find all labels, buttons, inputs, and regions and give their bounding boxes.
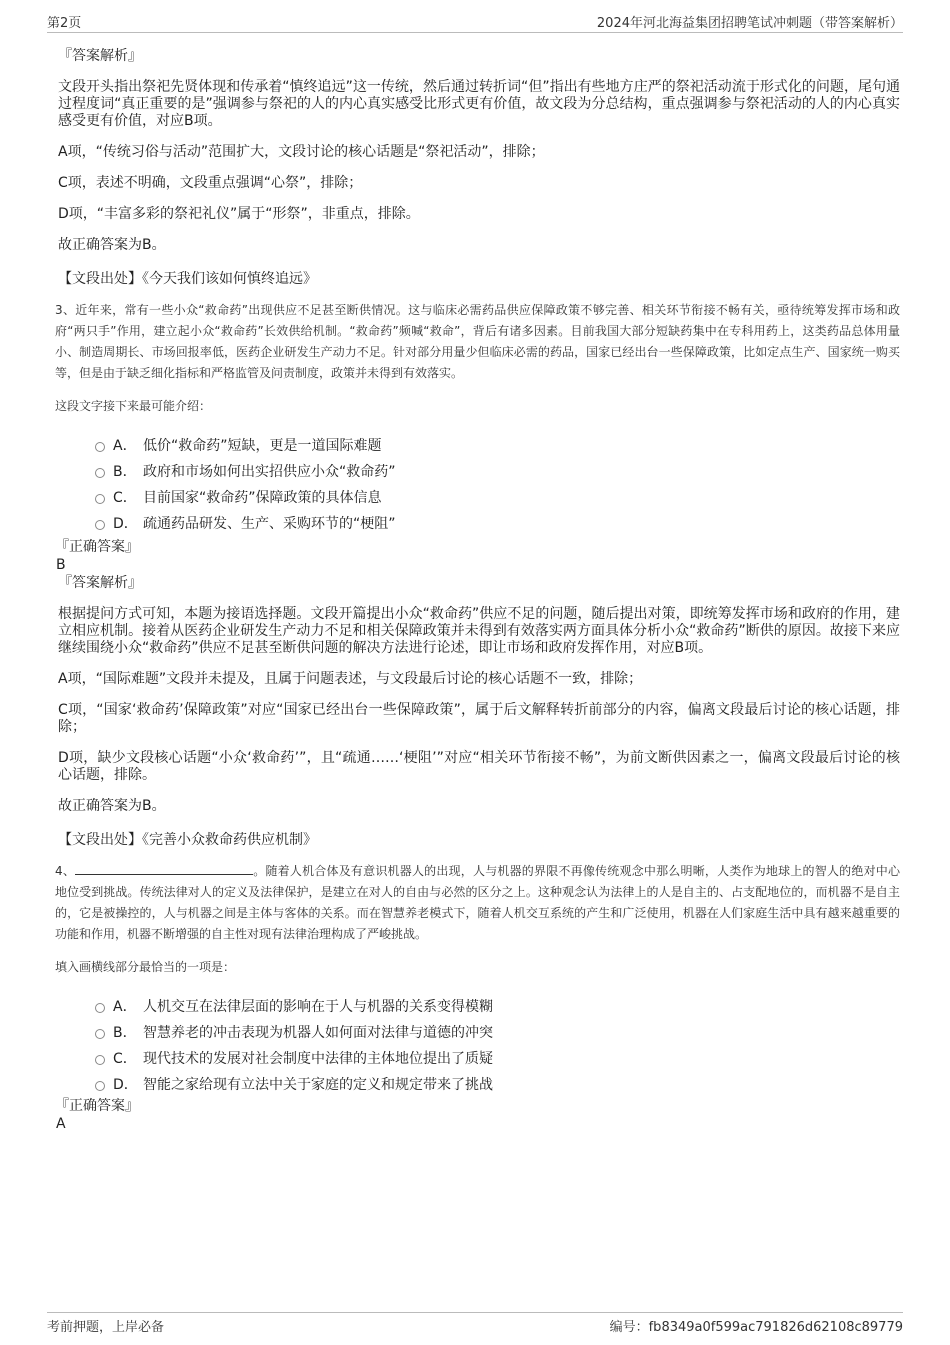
page-footer xyxy=(47,1312,903,1335)
analysis-option-c: C项，“国家‘救命药’保障政策”对应“国家已经出台一些保障政策”，属于后文解释转折前部分的内容，偏离文段最后讨论的核心话题，排除； xyxy=(58,702,900,735)
question-4-prompt: 填入画横线部分最恰当的一项是： xyxy=(55,960,236,974)
option-letter: A． xyxy=(113,999,137,1015)
question-4-options xyxy=(95,993,900,1097)
analysis-option-a: A项，“传统习俗与活动”范围扩大，文段讨论的核心话题是“祭祀活动”，排除； xyxy=(58,144,545,160)
option-letter: B． xyxy=(113,464,137,480)
option-text: 智慧养老的冲击表现为机器人如何面对法律与道德的冲突 xyxy=(143,1025,493,1041)
radio-icon[interactable] xyxy=(95,1029,105,1039)
option-letter: A． xyxy=(113,438,137,454)
document-body xyxy=(55,47,900,1133)
correct-answer: A xyxy=(56,1116,66,1132)
option-b[interactable] xyxy=(95,1019,900,1045)
option-b[interactable] xyxy=(95,458,900,484)
analysis-label: 『答案解析』 xyxy=(58,48,142,64)
radio-icon[interactable] xyxy=(95,1003,105,1013)
option-a[interactable] xyxy=(95,993,900,1019)
radio-icon[interactable] xyxy=(95,468,105,478)
option-text: 现代技术的发展对社会制度中法律的主体地位提出了质疑 xyxy=(143,1051,493,1067)
option-c[interactable] xyxy=(95,484,900,510)
option-letter: D． xyxy=(113,516,138,532)
analysis-text: 根据提问方式可知，本题为接语选择题。文段开篇提出小众“救命药”供应不足的问题，随后提出对策，即统筹发挥市场和政府的作用，建立相应机制。接着从医药企业研发生产动力不足和相关保障政策并未得到有效落实两方面具体分析小众“救命药”断供的原因。故接下来应继续围绕小众“救命药”供应不足甚至断供问题的解决方法进行论述，即让市场和政府发挥作用，对应B项。 xyxy=(58,606,900,656)
option-letter: D． xyxy=(113,1077,138,1093)
option-text: 低价“救命药”短缺，更是一道国际难题 xyxy=(143,438,382,454)
passage-source: 【文段出处】《今天我们该如何慎终追远》 xyxy=(58,271,317,287)
analysis-text: 文段开头指出祭祀先贤体现和传承着“慎终追远”这一传统，然后通过转折词“但”指出有些地方庄严的祭祀活动流于形式化的问题，尾句通过程度词“真正重要的是”强调参与祭祀的人的内心真实感受比形式更有价值，故文段为分总结构，重点强调参与祭祀活动的人的内心真实感受更有价值，对应B项。 xyxy=(58,79,900,129)
analysis-option-d: D项，缺少文段核心话题“小众‘救命药’”，且“疏通……‘梗阻’”对应“相关环节衔接不畅”，为前文断供因素之一，偏离文段最后讨论的核心话题，排除。 xyxy=(58,750,900,783)
radio-icon[interactable] xyxy=(95,494,105,504)
question-3-prompt: 这段文字接下来最可能介绍： xyxy=(55,399,212,413)
passage-source: 【文段出处】《完善小众救命药供应机制》 xyxy=(58,832,317,848)
option-letter: C． xyxy=(113,490,137,506)
radio-icon[interactable] xyxy=(95,1055,105,1065)
option-text: 人机交互在法律层面的影响在于人与机器的关系变得模糊 xyxy=(143,999,493,1015)
option-text: 政府和市场如何出实招供应小众“救命药” xyxy=(143,464,396,480)
option-text: 智能之家给现有立法中关于家庭的定义和规定带来了挑战 xyxy=(143,1077,493,1093)
correct-answer: B xyxy=(56,557,66,573)
analysis-option-a: A项，“国际难题”文段并未提及，且属于问题表述，与文段最后讨论的核心话题不一致，排除； xyxy=(58,671,643,687)
analysis-option-d: D项，“丰富多彩的祭祀礼仪”属于“形祭”，非重点，排除。 xyxy=(58,206,420,222)
question-4-text: 。随着人机合体及有意识机器人的出现，人与机器的界限不再像传统观念中那么明晰，人类作为地球上的智人的绝对中心地位受到挑战。传统法律对人的定义及法律保护，是建立在对人的自由与必然的区分之上。这种观念认为法律上的人是自主的、占支配地位的，而机器不是自主的，它是被操控的，人与机器之间是主体与客体的关系。而在智慧养老模式下，随着人机交互系统的产生和广泛使用，机器在人们家庭生活中具有越来越重要的功能和作用，机器不断增强的自主性对现有法律治理构成了严峻挑战。 xyxy=(55,864,900,941)
page-number: 第2页 xyxy=(47,16,82,31)
radio-icon[interactable] xyxy=(95,1081,105,1091)
radio-icon[interactable] xyxy=(95,520,105,530)
analysis-option-c: C项，表述不明确，文段重点强调“心祭”，排除； xyxy=(58,175,363,191)
option-text: 疏通药品研发、生产、采购环节的“梗阻” xyxy=(143,516,396,532)
footer-slogan: 考前押题，上岸必备 xyxy=(47,1320,165,1335)
analysis-label: 『答案解析』 xyxy=(58,575,142,591)
document-title: 2024年河北海益集团招聘笔试冲刺题（带答案解析） xyxy=(596,16,903,31)
option-letter: B． xyxy=(113,1025,137,1041)
analysis-conclusion: 故正确答案为B。 xyxy=(58,798,166,814)
question-4-stem xyxy=(55,861,900,945)
option-c[interactable] xyxy=(95,1045,900,1071)
option-d[interactable] xyxy=(95,1071,900,1097)
radio-icon[interactable] xyxy=(95,442,105,452)
correct-answer-label: 『正确答案』 xyxy=(55,539,139,555)
page-header xyxy=(47,12,903,33)
option-a[interactable] xyxy=(95,432,900,458)
option-text: 目前国家“救命药”保障政策的具体信息 xyxy=(143,490,382,506)
document-id: 编号：fb8349a0f599ac791826d62108c89779 xyxy=(609,1320,903,1335)
option-d[interactable] xyxy=(95,510,900,536)
option-letter: C． xyxy=(113,1051,137,1067)
analysis-conclusion: 故正确答案为B。 xyxy=(58,237,166,253)
fill-in-blank xyxy=(75,863,253,875)
question-number: 4、 xyxy=(55,864,76,878)
correct-answer-label: 『正确答案』 xyxy=(55,1098,139,1114)
question-3-stem: 3、近年来，常有一些小众“救命药”出现供应不足甚至断供情况。这与临床必需药品供应保障政策不够完善、相关环节衔接不畅有关，亟待统筹发挥市场和政府“两只手”作用，建立起小众“救命药”长效供给机制。“救命药”频喊“救命”，背后有诸多因素。目前我国大部分短缺药集中在专科用药上，这类药品总体用量小、制造周期长、市场回报率低，医药企业研发生产动力不足。针对部分用量少但临床必需的药品，国家已经出台一些保障政策，比如定点生产、国家统一购买等，但是由于缺乏细化指标和严格监管及问责制度，政策并未得到有效落实。 xyxy=(55,303,900,380)
question-3-options xyxy=(95,432,900,536)
